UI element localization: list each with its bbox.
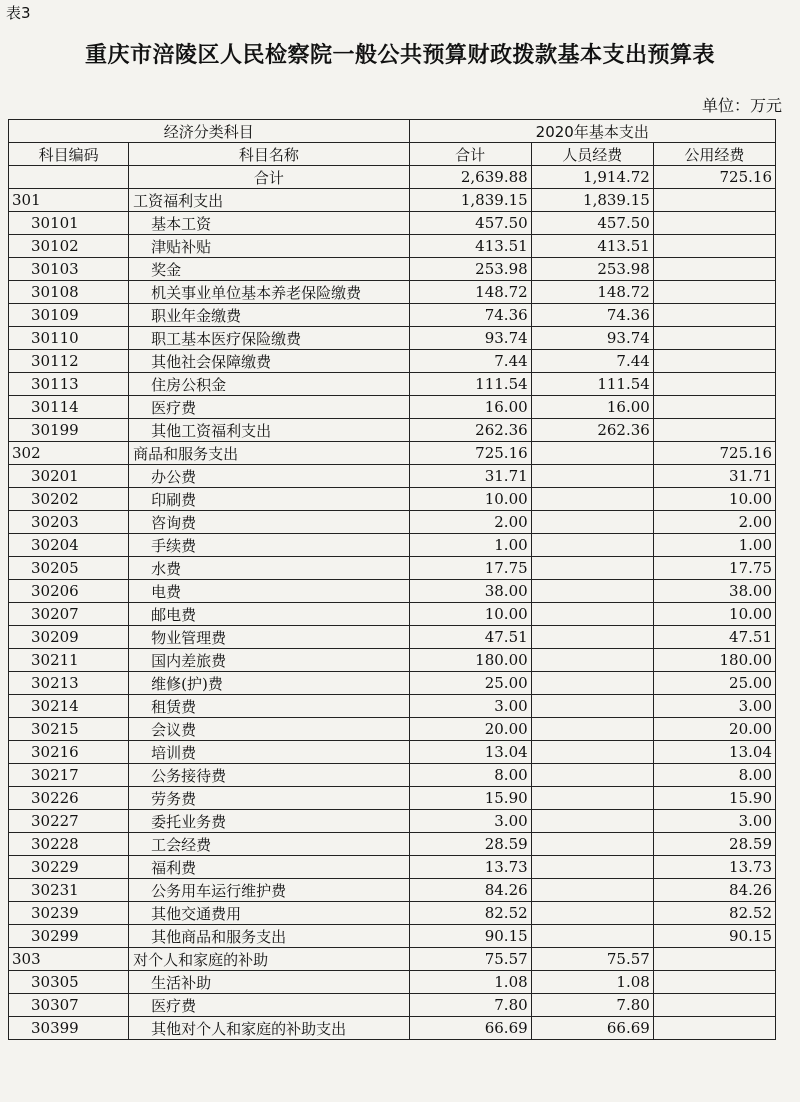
row-personnel <box>531 488 653 511</box>
row-name: 水费 <box>129 557 409 580</box>
total-total: 2,639.88 <box>409 166 531 189</box>
row-public: 84.26 <box>653 879 775 902</box>
table-row <box>9 442 776 465</box>
row-public: 725.16 <box>653 442 775 465</box>
row-name: 医疗费 <box>129 994 409 1017</box>
row-total: 93.74 <box>409 327 531 350</box>
row-total: 180.00 <box>409 649 531 672</box>
row-public: 90.15 <box>653 925 775 948</box>
table-row <box>9 649 776 672</box>
row-total: 1.00 <box>409 534 531 557</box>
row-code: 30101 <box>9 212 129 235</box>
table-row <box>9 810 776 833</box>
row-name: 其他社会保障缴费 <box>129 350 409 373</box>
row-code: 30299 <box>9 925 129 948</box>
table-row <box>9 373 776 396</box>
row-public <box>653 304 775 327</box>
row-code: 30202 <box>9 488 129 511</box>
row-name: 劳务费 <box>129 787 409 810</box>
row-total: 457.50 <box>409 212 531 235</box>
row-total: 10.00 <box>409 603 531 626</box>
row-public <box>653 258 775 281</box>
row-total: 74.36 <box>409 304 531 327</box>
row-public: 38.00 <box>653 580 775 603</box>
table-row <box>9 511 776 534</box>
table-row <box>9 488 776 511</box>
row-name: 印刷费 <box>129 488 409 511</box>
row-total: 82.52 <box>409 902 531 925</box>
row-code: 30114 <box>9 396 129 419</box>
total-code-cell <box>9 166 129 189</box>
total-label: 合计 <box>129 166 409 189</box>
table-row <box>9 626 776 649</box>
table-row <box>9 856 776 879</box>
row-name: 办公费 <box>129 465 409 488</box>
table-number: 表3 <box>6 4 31 22</box>
table-row <box>9 879 776 902</box>
row-total: 13.73 <box>409 856 531 879</box>
table-row <box>9 350 776 373</box>
row-total: 1,839.15 <box>409 189 531 212</box>
table-row <box>9 1017 776 1040</box>
table-row <box>9 281 776 304</box>
row-total: 16.00 <box>409 396 531 419</box>
row-name: 公务用车运行维护费 <box>129 879 409 902</box>
row-personnel <box>531 787 653 810</box>
row-total: 7.80 <box>409 994 531 1017</box>
header-code: 科目编码 <box>9 143 129 166</box>
row-code: 30213 <box>9 672 129 695</box>
row-name: 其他商品和服务支出 <box>129 925 409 948</box>
row-total: 253.98 <box>409 258 531 281</box>
row-personnel: 262.36 <box>531 419 653 442</box>
row-personnel <box>531 534 653 557</box>
row-personnel: 413.51 <box>531 235 653 258</box>
row-personnel: 148.72 <box>531 281 653 304</box>
row-public <box>653 281 775 304</box>
row-name: 基本工资 <box>129 212 409 235</box>
row-name: 住房公积金 <box>129 373 409 396</box>
row-code: 30110 <box>9 327 129 350</box>
table-row <box>9 189 776 212</box>
row-personnel: 1.08 <box>531 971 653 994</box>
row-name: 手续费 <box>129 534 409 557</box>
row-code: 30102 <box>9 235 129 258</box>
row-public: 10.00 <box>653 488 775 511</box>
row-name: 公务接待费 <box>129 764 409 787</box>
row-personnel <box>531 925 653 948</box>
row-public <box>653 396 775 419</box>
row-personnel <box>531 511 653 534</box>
row-personnel: 74.36 <box>531 304 653 327</box>
row-personnel <box>531 580 653 603</box>
row-public <box>653 189 775 212</box>
table-row <box>9 603 776 626</box>
table-row <box>9 971 776 994</box>
table-row <box>9 304 776 327</box>
row-personnel <box>531 465 653 488</box>
row-public: 1.00 <box>653 534 775 557</box>
row-personnel <box>531 672 653 695</box>
row-name: 其他交通费用 <box>129 902 409 925</box>
row-name: 租赁费 <box>129 695 409 718</box>
row-public: 31.71 <box>653 465 775 488</box>
row-personnel: 457.50 <box>531 212 653 235</box>
row-total: 2.00 <box>409 511 531 534</box>
row-code: 30399 <box>9 1017 129 1040</box>
row-personnel: 7.44 <box>531 350 653 373</box>
row-code: 30205 <box>9 557 129 580</box>
table-row <box>9 741 776 764</box>
row-public: 17.75 <box>653 557 775 580</box>
row-name: 会议费 <box>129 718 409 741</box>
header-budget-year: 2020年基本支出 <box>409 120 775 143</box>
row-total: 15.90 <box>409 787 531 810</box>
row-name: 医疗费 <box>129 396 409 419</box>
row-total: 3.00 <box>409 695 531 718</box>
row-personnel <box>531 810 653 833</box>
row-name: 培训费 <box>129 741 409 764</box>
row-public: 82.52 <box>653 902 775 925</box>
row-public <box>653 971 775 994</box>
table-row <box>9 764 776 787</box>
row-public <box>653 419 775 442</box>
row-code: 30307 <box>9 994 129 1017</box>
header-classification: 经济分类科目 <box>9 120 410 143</box>
row-name: 其他对个人和家庭的补助支出 <box>129 1017 409 1040</box>
row-public <box>653 350 775 373</box>
row-personnel: 93.74 <box>531 327 653 350</box>
row-personnel <box>531 856 653 879</box>
row-personnel: 75.57 <box>531 948 653 971</box>
row-personnel <box>531 833 653 856</box>
row-public: 15.90 <box>653 787 775 810</box>
row-code: 30203 <box>9 511 129 534</box>
row-code: 30112 <box>9 350 129 373</box>
row-name: 生活补助 <box>129 971 409 994</box>
row-personnel <box>531 879 653 902</box>
row-total: 8.00 <box>409 764 531 787</box>
row-code: 30214 <box>9 695 129 718</box>
row-code: 30228 <box>9 833 129 856</box>
row-public: 13.04 <box>653 741 775 764</box>
table-row <box>9 695 776 718</box>
row-name: 津贴补贴 <box>129 235 409 258</box>
row-personnel <box>531 902 653 925</box>
row-total: 111.54 <box>409 373 531 396</box>
row-public: 10.00 <box>653 603 775 626</box>
row-code: 30109 <box>9 304 129 327</box>
row-code: 30103 <box>9 258 129 281</box>
row-personnel: 111.54 <box>531 373 653 396</box>
row-name: 国内差旅费 <box>129 649 409 672</box>
row-total: 7.44 <box>409 350 531 373</box>
row-public: 2.00 <box>653 511 775 534</box>
table-row <box>9 833 776 856</box>
row-public: 25.00 <box>653 672 775 695</box>
row-personnel <box>531 626 653 649</box>
row-name: 维修(护)费 <box>129 672 409 695</box>
row-personnel: 1,839.15 <box>531 189 653 212</box>
row-code: 30206 <box>9 580 129 603</box>
row-total: 75.57 <box>409 948 531 971</box>
total-public: 725.16 <box>653 166 775 189</box>
row-name: 委托业务费 <box>129 810 409 833</box>
row-name: 福利费 <box>129 856 409 879</box>
unit-label: 单位：万元 <box>701 96 782 115</box>
row-code: 303 <box>9 948 129 971</box>
row-code: 30211 <box>9 649 129 672</box>
table-row <box>9 902 776 925</box>
table-row <box>9 419 776 442</box>
table-row <box>9 557 776 580</box>
row-total: 725.16 <box>409 442 531 465</box>
row-code: 30108 <box>9 281 129 304</box>
table-row <box>9 718 776 741</box>
row-name: 邮电费 <box>129 603 409 626</box>
budget-table <box>8 119 776 1040</box>
row-code: 30216 <box>9 741 129 764</box>
total-personnel: 1,914.72 <box>531 166 653 189</box>
table-row <box>9 396 776 419</box>
row-public <box>653 327 775 350</box>
row-total: 38.00 <box>409 580 531 603</box>
row-personnel <box>531 741 653 764</box>
row-public: 3.00 <box>653 695 775 718</box>
row-code: 30113 <box>9 373 129 396</box>
row-total: 47.51 <box>409 626 531 649</box>
row-code: 30229 <box>9 856 129 879</box>
row-code: 30305 <box>9 971 129 994</box>
total-row <box>9 166 776 189</box>
header-row-2 <box>9 143 776 166</box>
row-personnel: 253.98 <box>531 258 653 281</box>
row-personnel <box>531 764 653 787</box>
row-name: 物业管理费 <box>129 626 409 649</box>
table-row <box>9 212 776 235</box>
row-name: 电费 <box>129 580 409 603</box>
row-code: 30207 <box>9 603 129 626</box>
row-public <box>653 373 775 396</box>
row-code: 30227 <box>9 810 129 833</box>
row-code: 30204 <box>9 534 129 557</box>
row-code: 30215 <box>9 718 129 741</box>
document-title: 重庆市涪陵区人民检察院一般公共预算财政拨款基本支出预算表 <box>84 43 715 68</box>
row-name: 机关事业单位基本养老保险缴费 <box>129 281 409 304</box>
table-row <box>9 672 776 695</box>
row-total: 20.00 <box>409 718 531 741</box>
row-public: 28.59 <box>653 833 775 856</box>
row-code: 30201 <box>9 465 129 488</box>
table-row <box>9 258 776 281</box>
row-total: 3.00 <box>409 810 531 833</box>
row-code: 30209 <box>9 626 129 649</box>
table-row <box>9 235 776 258</box>
row-code: 302 <box>9 442 129 465</box>
row-total: 90.15 <box>409 925 531 948</box>
row-personnel <box>531 557 653 580</box>
row-total: 31.71 <box>409 465 531 488</box>
row-personnel <box>531 718 653 741</box>
row-code: 301 <box>9 189 129 212</box>
row-code: 30226 <box>9 787 129 810</box>
row-name: 职业年金缴费 <box>129 304 409 327</box>
row-total: 10.00 <box>409 488 531 511</box>
row-name: 工资福利支出 <box>129 189 409 212</box>
header-public: 公用经费 <box>653 143 775 166</box>
row-public: 20.00 <box>653 718 775 741</box>
row-total: 25.00 <box>409 672 531 695</box>
header-row-1 <box>9 120 776 143</box>
row-personnel <box>531 695 653 718</box>
row-total: 148.72 <box>409 281 531 304</box>
row-code: 30217 <box>9 764 129 787</box>
row-public: 8.00 <box>653 764 775 787</box>
row-total: 84.26 <box>409 879 531 902</box>
row-code: 30231 <box>9 879 129 902</box>
row-public <box>653 994 775 1017</box>
table-row <box>9 994 776 1017</box>
row-total: 262.36 <box>409 419 531 442</box>
row-personnel: 16.00 <box>531 396 653 419</box>
row-total: 28.59 <box>409 833 531 856</box>
row-code: 30199 <box>9 419 129 442</box>
row-public: 180.00 <box>653 649 775 672</box>
row-public: 13.73 <box>653 856 775 879</box>
table-row <box>9 327 776 350</box>
row-total: 13.04 <box>409 741 531 764</box>
table-row <box>9 925 776 948</box>
table-row <box>9 465 776 488</box>
row-public: 47.51 <box>653 626 775 649</box>
row-public <box>653 212 775 235</box>
header-name: 科目名称 <box>129 143 409 166</box>
row-total: 1.08 <box>409 971 531 994</box>
row-total: 17.75 <box>409 557 531 580</box>
header-total: 合计 <box>409 143 531 166</box>
row-name: 对个人和家庭的补助 <box>129 948 409 971</box>
row-name: 其他工资福利支出 <box>129 419 409 442</box>
row-personnel: 66.69 <box>531 1017 653 1040</box>
row-code: 30239 <box>9 902 129 925</box>
table-row <box>9 534 776 557</box>
row-total: 413.51 <box>409 235 531 258</box>
row-name: 奖金 <box>129 258 409 281</box>
table-row <box>9 787 776 810</box>
row-personnel <box>531 442 653 465</box>
row-personnel <box>531 649 653 672</box>
row-name: 工会经费 <box>129 833 409 856</box>
table-row <box>9 580 776 603</box>
row-public: 3.00 <box>653 810 775 833</box>
row-total: 66.69 <box>409 1017 531 1040</box>
row-name: 商品和服务支出 <box>129 442 409 465</box>
table-row <box>9 948 776 971</box>
header-personnel: 人员经费 <box>531 143 653 166</box>
row-personnel <box>531 603 653 626</box>
row-name: 咨询费 <box>129 511 409 534</box>
row-public <box>653 948 775 971</box>
row-personnel: 7.80 <box>531 994 653 1017</box>
row-public <box>653 235 775 258</box>
row-name: 职工基本医疗保险缴费 <box>129 327 409 350</box>
row-public <box>653 1017 775 1040</box>
